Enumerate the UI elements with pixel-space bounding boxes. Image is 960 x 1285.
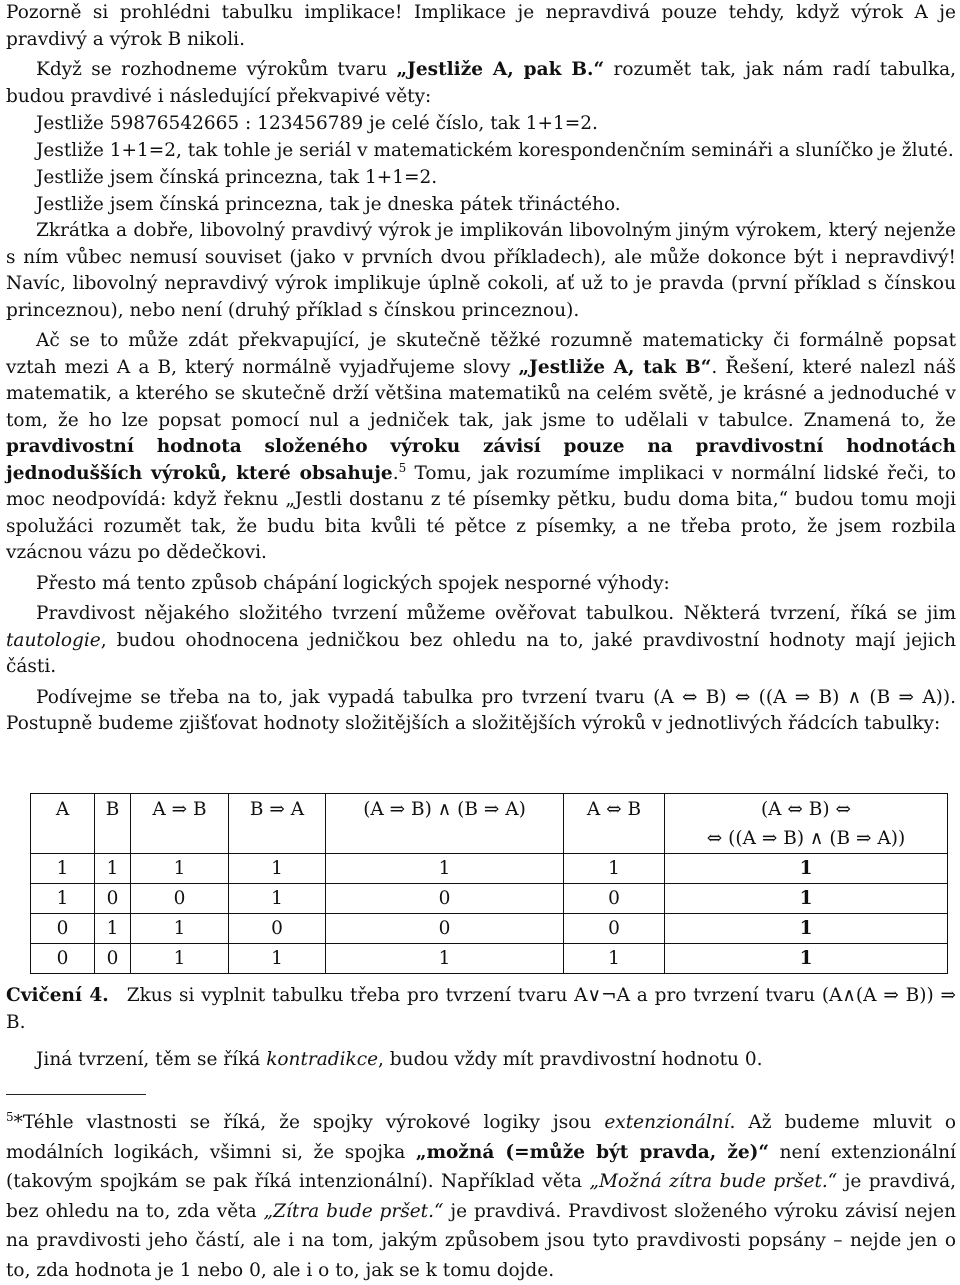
paragraph-advantages: Přesto má tento způsob chápání logických spojek nesporné výhody:: [36, 572, 670, 594]
table-cell: 1: [326, 854, 564, 884]
table-header-cell: A ⇔ B: [564, 794, 665, 825]
table-cell: 1: [665, 914, 948, 944]
table-cell: 1: [229, 944, 326, 974]
paragraph-summary: Zkrátka a dobře, libovolný pravdivý výrok je implikován libovolným jiným výrokem, který nejenže s ním vůbec nemusí souviset (jako v prvních dvou příkladech), ale může dokonce být i nepravdivý! Navíc, libovolný nepravdivý výrok implikuje úplně cokoli, ať už to je pravda (první příklad s čínskou princeznou), nebo není (druhý příklad s čínskou princeznou).: [6, 220, 956, 321]
table-cell: 0: [95, 944, 131, 974]
table-cell: 0: [229, 914, 326, 944]
table-row: [31, 944, 948, 974]
truth-table: [30, 793, 948, 974]
table-header-cell: ⇔ ((A ⇒ B) ∧ (B ⇒ A)): [665, 824, 948, 854]
table-cell: 1: [665, 884, 948, 914]
table-cell: 1: [131, 944, 229, 974]
table-cell: 0: [31, 914, 95, 944]
table-header-cell: (A ⇒ B) ∧ (B ⇒ A): [326, 794, 564, 825]
footnote-5: $^5$*Téhle vlastnosti se říká, že spojky výrokové logiky jsou extenzionální. Až budeme mluvit o modálních logikách, všimni si, že spojka „možná (=může být pravda, že)“ není extenzionální (takovým spojkám se pak říká intenzionální). Například věta „Možná zítra bude pršet.“ je pravdivá, bez ohledu na to, zda věta „Zítra bude pršet.“ je pravdivá. Pravdivost složeného výroku závisí nejen na pravdivosti jeho částí, ale i na tom, jakým způsobem jsou tyto pravdivosti popsány – nejde jen o to, zda hodnota je 1 nebo 0, ale i o to, jak se k tomu dojde.: [6, 1110, 956, 1281]
table-cell: 1: [95, 914, 131, 944]
table-cell: 1: [229, 854, 326, 884]
table-row: [31, 854, 948, 884]
table-cell: 1: [564, 854, 665, 884]
table-header-row-2: [31, 824, 948, 854]
table-header-cell: (A ⇔ B) ⇔: [665, 794, 948, 825]
table-cell: 1: [131, 914, 229, 944]
table-cell: 1: [95, 854, 131, 884]
exercise-text: Zkus si vyplnit tabulku třeba pro tvrzení tvaru A∨¬A a pro tvrzení tvaru (A∧(A ⇒ B)) ⇒ B.: [6, 985, 956, 1033]
table-cell: 1: [31, 884, 95, 914]
table-cell: 0: [131, 884, 229, 914]
page-body: [6, 0, 956, 738]
table-cell: 1: [326, 944, 564, 974]
table-row: [31, 914, 948, 944]
table-cell: 0: [326, 914, 564, 944]
footnote-divider: [6, 1094, 146, 1095]
paragraph-tautology: Pravdivost nějakého složitého tvrzení můžeme ověřovat tabulkou. Některá tvrzení, říká se jim tautologie, budou ohodnocena jedničkou bez ohledu na to, jaké pravdivostní hodnoty mají jejich části.: [6, 603, 956, 677]
table-row: [31, 884, 948, 914]
table-cell: 1: [665, 854, 948, 884]
paragraph-formal-description: Ač se to může zdát překvapující, je skutečně těžké rozumně matematicky či formálně popsat vztah mezi A a B, který normálně vyjadřujeme slovy „Jestliže A, tak B“. Řešení, které nalezl náš matematik, a kterého se skutečně drží většina matematiků na celém světě, je krásné a jednoduché v tom, že ho lze popsat pomocí nul a jedniček tak, jak jsme to udělali v tabulce. Znamená to, že pravdivostní hodnota složeného výroku závisí pouze na pravdivostní hodnotách jednodušších výroků, které obsahuje.$^5$ Tomu, jak rozumíme implikaci v normální lidské řeči, to moc neodpovídá: když řeknu „Jestli dostanu z té písemky pětku, budu doma bita,“ budou tomu moji spolužáci rozumět tak, že budu bita kvůli té pětce z písemky, a ne třeba proto, že jsem rozbila vzácnou vázu po dědečkovi.: [6, 330, 956, 563]
table-cell: 1: [564, 944, 665, 974]
table-cell: 1: [131, 854, 229, 884]
table-header-cell: B ⇒ A: [229, 794, 326, 825]
table-cell: 1: [229, 884, 326, 914]
example-sentence-1: Jestliže 59876542665 : 123456789 je celé číslo, tak 1+1=2.: [36, 113, 598, 134]
table-cell: 0: [564, 884, 665, 914]
exercise-4: [6, 982, 956, 1036]
example-sentence-2: Jestliže 1+1=2, tak tohle je seriál v matematickém korespondenčním semináři a sluníčko je žluté.: [36, 140, 954, 161]
table-header-cell: A ⇒ B: [131, 794, 229, 825]
table-cell: 0: [326, 884, 564, 914]
paragraph-surprising-sentences: Když se rozhodneme výrokům tvaru „Jestliže A, pak B.“ rozumět tak, jak nám radí tabulka, budou pravdivé i následující překvapivé věty:: [6, 59, 956, 107]
example-sentence-3: Jestliže jsem čínská princezna, tak 1+1=2.: [36, 167, 438, 188]
table-cell: 0: [564, 914, 665, 944]
table-header-cell: A: [31, 794, 95, 825]
example-sentence-4: Jestliže jsem čínská princezna, tak je dneska pátek třináctého.: [36, 194, 621, 215]
paragraph-table-intro: Podívejme se třeba na to, jak vypadá tabulka pro tvrzení tvaru (A ⇔ B) ⇔ ((A ⇒ B) ∧ (B ⇒ A)). Postupně budeme zjišťovat hodnoty složitějších a složitějších výroků v jednotlivých řádcích tabulky:: [6, 686, 956, 734]
paragraph-implication-intro: Pozorně si prohlédni tabulku implikace! Implikace je nepravdivá pouze tehdy, když výrok A je pravdivý a výrok B nikoli.: [6, 2, 956, 50]
footnote-mark: 5: [6, 1110, 14, 1124]
paragraph-contradiction: Jiná tvrzení, těm se říká kontradikce, budou vždy mít pravdivostní hodnotu 0.: [36, 1049, 763, 1070]
table-cell: 1: [31, 854, 95, 884]
exercise-label: Cvičení 4.: [6, 985, 109, 1006]
table-cell: 0: [31, 944, 95, 974]
table-cell: 1: [665, 944, 948, 974]
footnote-reference[interactable]: 5: [398, 460, 407, 475]
table-cell: 0: [95, 884, 131, 914]
table-header-row: [31, 794, 948, 825]
table-header-cell: B: [95, 794, 131, 825]
